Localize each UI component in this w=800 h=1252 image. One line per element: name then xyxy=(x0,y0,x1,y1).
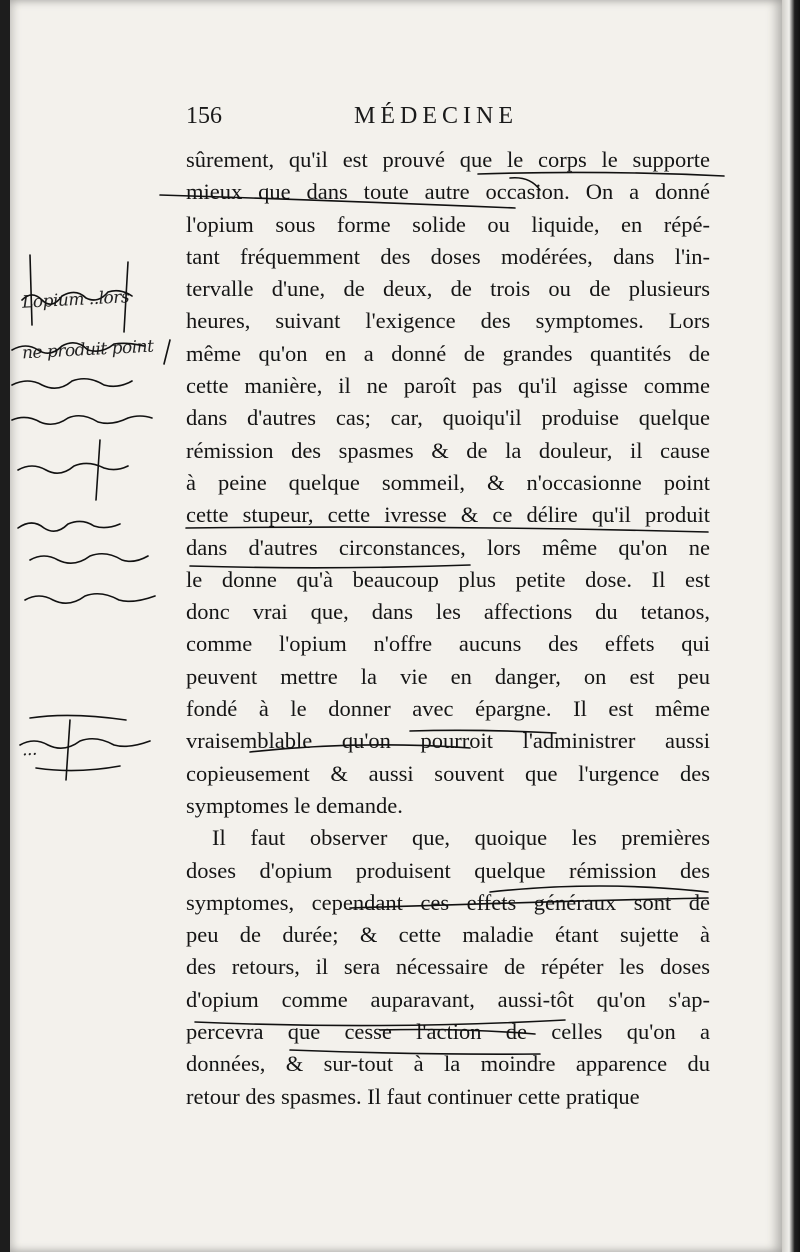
text-line: Il faut observer que, quoique les premières xyxy=(212,825,710,851)
page-left-edge xyxy=(0,0,10,1252)
text-line: peuvent mettre la vie en danger, on est peu xyxy=(186,663,710,689)
text-line: fondé à le donner avec épargne. Il est même xyxy=(186,696,710,722)
text-line: d'opium comme auparavant, aussi-tôt qu'on s'ap- xyxy=(186,986,710,1012)
text-line: le donne qu'à beaucoup plus petite dose. Il est xyxy=(186,566,710,592)
margin-note-3: ... xyxy=(21,739,38,761)
text-line: symptomes, cependant ces effets généraux sont de xyxy=(186,889,710,915)
margin-note-2: ne produit point xyxy=(21,336,154,364)
text-line: tervalle d'une, de deux, de trois ou de plusieurs xyxy=(186,276,710,302)
text-line: données, & sur-tout à la moindre apparence du xyxy=(186,1051,710,1077)
text-line: mieux que dans toute autre occasion. On a donné xyxy=(186,179,710,205)
page-header xyxy=(186,103,708,133)
text-line: doses d'opium produisent quelque rémission des xyxy=(186,857,710,883)
text-line: retour des spasmes. Il faut continuer cette pratique xyxy=(186,1083,640,1109)
text-line: copieusement & aussi souvent que l'urgence des xyxy=(186,760,710,786)
text-line: heures, suivant l'exigence des symptomes. Lors xyxy=(186,308,710,334)
text-line: cette stupeur, cette ivresse & ce délire qu'il produit xyxy=(186,502,710,528)
text-line: peu de durée; & cette maladie étant sujette à xyxy=(186,922,710,948)
text-line: cette manière, il ne paroît pas qu'il agisse comme xyxy=(186,373,710,399)
text-line: à peine quelque sommeil, & n'occasionne point xyxy=(186,469,710,495)
text-line: même qu'on en a donné de grandes quantités de xyxy=(186,340,710,366)
text-line: symptomes le demande. xyxy=(186,792,403,818)
text-line: dans d'autres cas; car, quoiqu'il produise quelque xyxy=(186,405,710,431)
text-line: rémission des spasmes & de la douleur, il cause xyxy=(186,437,710,463)
text-line: vraisemblable qu'on pourroit l'administrer aussi xyxy=(186,728,710,754)
text-line: comme l'opium n'offre aucuns des effets qui xyxy=(186,631,710,657)
text-line: l'opium sous forme solide ou liquide, en répé- xyxy=(186,211,710,237)
text-line: sûrement, qu'il est prouvé que le corps le supporte xyxy=(186,147,710,172)
text-line: dans d'autres circonstances, lors même qu'on ne xyxy=(186,534,710,560)
body-text xyxy=(186,144,710,1113)
margin-note-1: Lopium ..lors xyxy=(21,287,130,313)
page-number: 156 xyxy=(186,103,222,129)
text-line: donc vrai que, dans les affections du tetanos, xyxy=(186,599,710,625)
text-line: des retours, il sera nécessaire de répéter les doses xyxy=(186,954,710,980)
text-line: percevra que cesse l'action de celles qu'on a xyxy=(186,1019,710,1045)
book-spine-edge xyxy=(782,0,800,1252)
text-line: tant fréquemment des doses modérées, dans l'in- xyxy=(186,243,710,269)
running-head: MÉDECINE xyxy=(354,103,518,129)
